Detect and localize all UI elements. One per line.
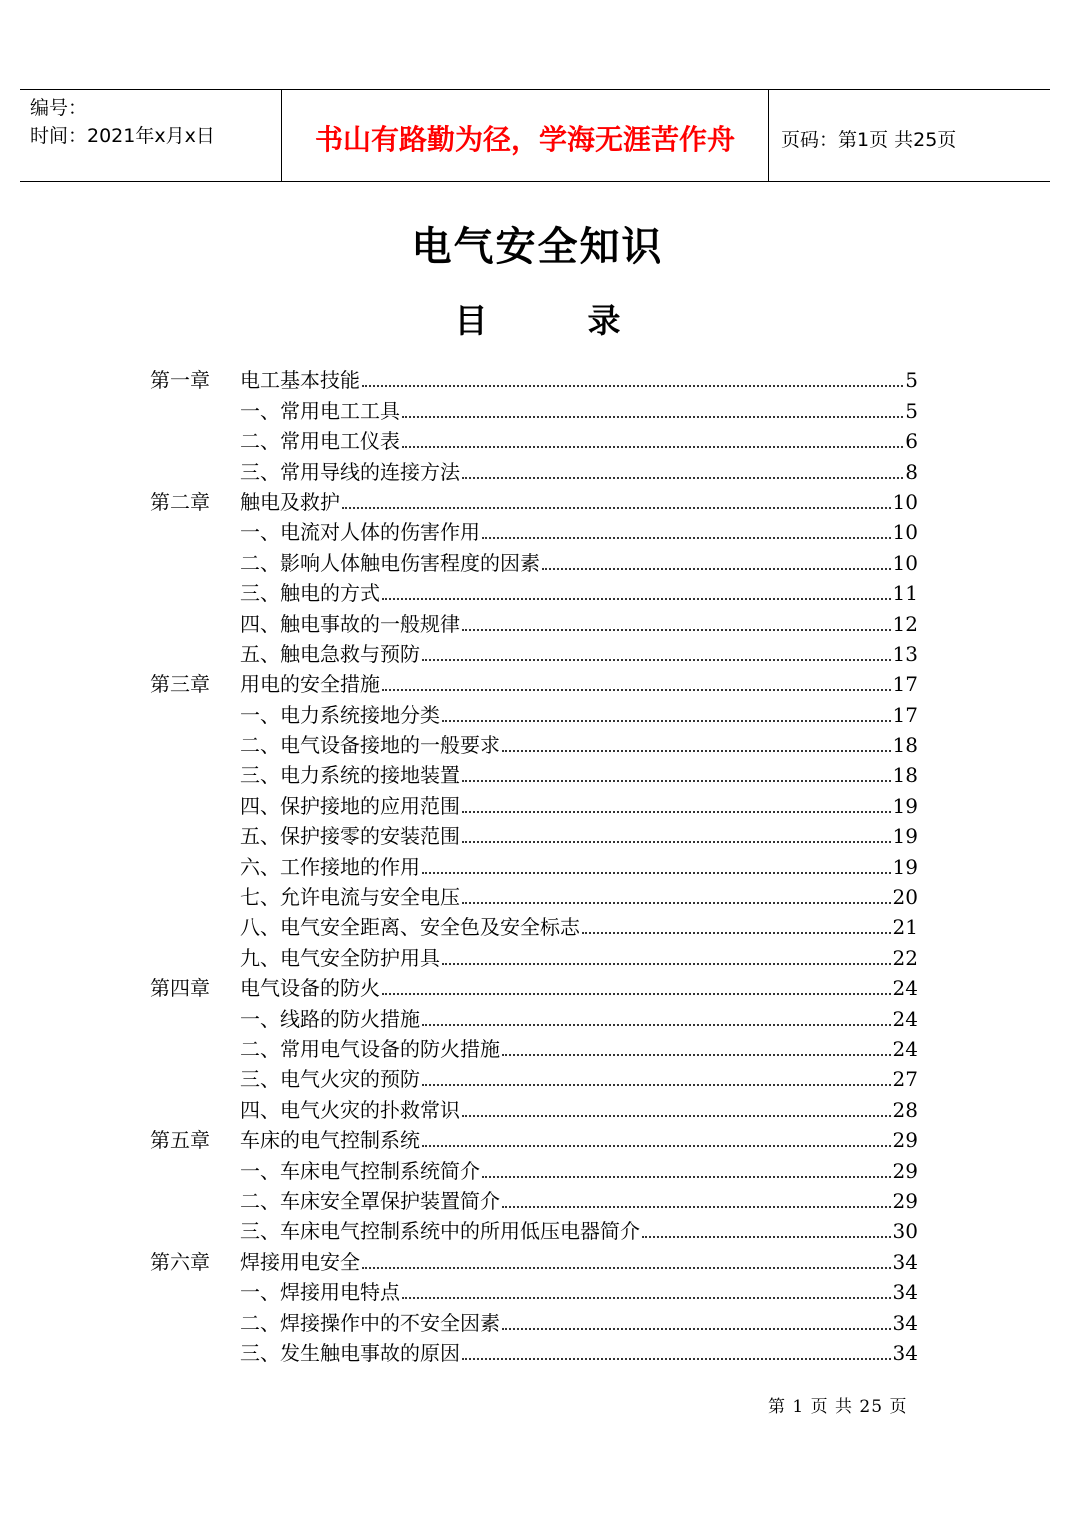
toc-section-row[interactable] <box>150 423 918 453</box>
toc-section-row[interactable] <box>150 575 918 605</box>
toc-chapter-label: 第六章 <box>150 1249 210 1274</box>
toc-leader-dots <box>342 506 891 509</box>
toc-entry-text: 二、常用电工仪表 <box>240 429 400 454</box>
toc-page-number: 28 <box>892 1097 918 1122</box>
toc-entry-text: 用电的安全措施 <box>240 672 380 697</box>
toc-section-row[interactable] <box>150 453 918 483</box>
toc-section-row[interactable] <box>150 879 918 909</box>
toc-page-number: 22 <box>892 945 918 970</box>
toc-section-row[interactable] <box>150 696 918 726</box>
toc-page-number: 29 <box>892 1128 918 1153</box>
page-header <box>20 89 1050 182</box>
toc-chapter-label: 第一章 <box>150 368 210 393</box>
toc-page-number: 6 <box>905 429 918 454</box>
toc-chapter-row[interactable] <box>150 1243 918 1273</box>
toc-leader-dots <box>502 1053 891 1056</box>
table-of-contents <box>150 362 918 1365</box>
toc-page-number: 34 <box>892 1340 918 1365</box>
toc-page-number: 29 <box>892 1158 918 1183</box>
toc-chapter-label: 第三章 <box>150 672 210 697</box>
toc-entry-text: 四、电气火灾的扑救常识 <box>240 1097 460 1122</box>
toc-leader-dots <box>462 779 891 782</box>
toc-entry-text: 六、工作接地的作用 <box>240 854 420 879</box>
toc-section-row[interactable] <box>150 818 918 848</box>
toc-section-row[interactable] <box>150 757 918 787</box>
toc-page-number: 24 <box>892 976 918 1001</box>
toc-page-number: 34 <box>892 1280 918 1305</box>
toc-page-number: 21 <box>892 915 918 940</box>
toc-entry-text: 焊接用电安全 <box>240 1249 360 1274</box>
toc-chapter-row[interactable] <box>150 1122 918 1152</box>
toc-heading-right: 录 <box>587 301 621 340</box>
toc-leader-dots <box>402 445 903 448</box>
toc-section-row[interactable] <box>150 514 918 544</box>
toc-leader-dots <box>502 1205 891 1208</box>
toc-page-number: 19 <box>892 793 918 818</box>
toc-page-number: 17 <box>892 672 918 697</box>
toc-entry-text: 九、电气安全防护用具 <box>240 945 440 970</box>
toc-chapter-row[interactable] <box>150 362 918 392</box>
toc-entry-text: 二、车床安全罩保护装置简介 <box>240 1188 500 1213</box>
toc-page-number: 19 <box>892 854 918 879</box>
toc-section-row[interactable] <box>150 1061 918 1091</box>
header-info-cell <box>20 90 282 181</box>
toc-entry-text: 三、电气火灾的预防 <box>240 1067 420 1092</box>
toc-section-row[interactable] <box>150 939 918 969</box>
header-motto: 书山有路勤为径，学海无涯苦作舟 <box>282 90 769 181</box>
toc-entry-text: 三、发生触电事故的原因 <box>240 1340 460 1365</box>
toc-section-row[interactable] <box>150 727 918 757</box>
toc-leader-dots <box>382 688 891 691</box>
toc-leader-dots <box>442 962 891 965</box>
toc-page-number: 8 <box>905 459 918 484</box>
toc-chapter-row[interactable] <box>150 484 918 514</box>
toc-leader-dots <box>362 384 903 387</box>
toc-leader-dots <box>502 1327 891 1330</box>
document-title: 电气安全知识 <box>411 223 664 270</box>
toc-leader-dots <box>382 597 891 600</box>
toc-section-row[interactable] <box>150 1213 918 1243</box>
toc-entry-text: 五、触电急救与预防 <box>240 641 420 666</box>
toc-section-row[interactable] <box>150 392 918 422</box>
toc-chapter-label: 第四章 <box>150 976 210 1001</box>
toc-leader-dots <box>442 719 891 722</box>
toc-section-row[interactable] <box>150 1091 918 1121</box>
toc-page-number: 12 <box>892 611 918 636</box>
toc-entry-text: 四、触电事故的一般规律 <box>240 611 460 636</box>
toc-leader-dots <box>402 415 903 418</box>
toc-entry-text: 三、常用导线的连接方法 <box>240 459 460 484</box>
toc-section-row[interactable] <box>150 1152 918 1182</box>
toc-entry-text: 电工基本技能 <box>240 368 360 393</box>
toc-entry-text: 一、电流对人体的伤害作用 <box>240 520 480 545</box>
toc-entry-text: 二、电气设备接地的一般要求 <box>240 733 500 758</box>
toc-heading <box>0 295 1075 342</box>
toc-leader-dots <box>362 1266 891 1269</box>
toc-page-number: 20 <box>892 885 918 910</box>
header-page-info: 页码：第1页 共25页 <box>781 129 957 151</box>
toc-leader-dots <box>462 1114 891 1117</box>
toc-section-row[interactable] <box>150 605 918 635</box>
toc-entry-text: 三、电力系统的接地装置 <box>240 763 460 788</box>
toc-page-number: 5 <box>905 368 918 393</box>
toc-leader-dots <box>422 1144 891 1147</box>
toc-page-number: 34 <box>892 1310 918 1335</box>
toc-entry-text: 四、保护接地的应用范围 <box>240 793 460 818</box>
toc-leader-dots <box>462 840 891 843</box>
toc-page-number: 5 <box>905 398 918 423</box>
toc-leader-dots <box>422 871 891 874</box>
toc-heading-left: 目 <box>454 301 488 340</box>
toc-chapter-row[interactable] <box>150 666 918 696</box>
toc-section-row[interactable] <box>150 1274 918 1304</box>
toc-leader-dots <box>422 1083 891 1086</box>
toc-entry-text: 车床的电气控制系统 <box>240 1128 420 1153</box>
toc-page-number: 18 <box>892 733 918 758</box>
toc-entry-text: 五、保护接零的安装范围 <box>240 824 460 849</box>
toc-entry-text: 二、焊接操作中的不安全因素 <box>240 1310 500 1335</box>
toc-entry-text: 三、车床电气控制系统中的所用低压电器简介 <box>240 1219 640 1244</box>
toc-entry-text: 七、允许电流与安全电压 <box>240 885 460 910</box>
toc-section-row[interactable] <box>150 909 918 939</box>
toc-page-number: 27 <box>892 1067 918 1092</box>
toc-chapter-label: 第二章 <box>150 489 210 514</box>
toc-entry-text: 一、车床电气控制系统简介 <box>240 1158 480 1183</box>
toc-section-row[interactable] <box>150 848 918 878</box>
toc-leader-dots <box>382 992 891 995</box>
toc-page-number: 24 <box>892 1036 918 1061</box>
page-footer: 第 1 页 共 25 页 <box>768 1397 908 1417</box>
toc-entry-text: 八、电气安全距离、安全色及安全标志 <box>240 915 580 940</box>
toc-leader-dots <box>422 1023 891 1026</box>
toc-leader-dots <box>462 810 891 813</box>
toc-page-number: 13 <box>892 641 918 666</box>
toc-leader-dots <box>462 628 891 631</box>
toc-section-row[interactable] <box>150 544 918 574</box>
toc-entry-text: 电气设备的防火 <box>240 976 380 1001</box>
toc-page-number: 29 <box>892 1188 918 1213</box>
toc-section-row[interactable] <box>150 1335 918 1365</box>
toc-entry-text: 一、线路的防火措施 <box>240 1006 420 1031</box>
toc-page-number: 10 <box>892 489 918 514</box>
toc-entry-text: 一、焊接用电特点 <box>240 1280 400 1305</box>
document-time-label: 时间：2021年x月x日 <box>30 125 215 147</box>
toc-section-row[interactable] <box>150 636 918 666</box>
toc-entry-text: 一、常用电工工具 <box>240 398 400 423</box>
toc-leader-dots <box>422 658 891 661</box>
toc-leader-dots <box>642 1235 891 1238</box>
toc-section-row[interactable] <box>150 1183 918 1213</box>
toc-entry-text: 二、常用电气设备的防火措施 <box>240 1036 500 1061</box>
toc-leader-dots <box>582 931 891 934</box>
toc-page-number: 19 <box>892 824 918 849</box>
toc-page-number: 10 <box>892 520 918 545</box>
toc-page-number: 30 <box>892 1219 918 1244</box>
toc-page-number: 34 <box>892 1249 918 1274</box>
toc-page-number: 17 <box>892 702 918 727</box>
toc-leader-dots <box>462 476 903 479</box>
toc-leader-dots <box>462 901 891 904</box>
toc-leader-dots <box>462 1357 891 1360</box>
toc-section-row[interactable] <box>150 1304 918 1334</box>
toc-entry-text: 二、影响人体触电伤害程度的因素 <box>240 550 540 575</box>
toc-leader-dots <box>542 567 891 570</box>
toc-section-row[interactable] <box>150 787 918 817</box>
toc-leader-dots <box>502 749 891 752</box>
toc-leader-dots <box>402 1296 891 1299</box>
toc-section-row[interactable] <box>150 1000 918 1030</box>
toc-chapter-row[interactable] <box>150 970 918 1000</box>
document-number-label: 编号： <box>30 97 88 119</box>
toc-entry-text: 一、电力系统接地分类 <box>240 702 440 727</box>
toc-page-number: 11 <box>892 581 918 606</box>
toc-page-number: 10 <box>892 550 918 575</box>
toc-leader-dots <box>482 536 891 539</box>
toc-leader-dots <box>482 1175 891 1178</box>
toc-entry-text: 触电及救护 <box>240 489 340 514</box>
toc-page-number: 18 <box>892 763 918 788</box>
toc-entry-text: 三、触电的方式 <box>240 581 380 606</box>
toc-section-row[interactable] <box>150 1031 918 1061</box>
toc-chapter-label: 第五章 <box>150 1128 210 1153</box>
toc-page-number: 24 <box>892 1006 918 1031</box>
